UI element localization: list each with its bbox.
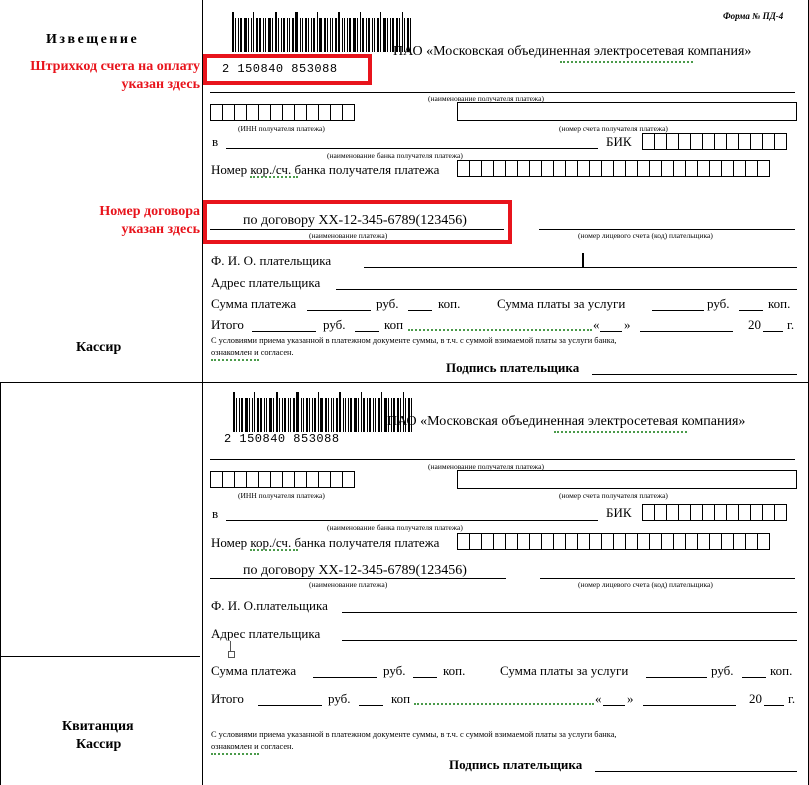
barcode-bar [349, 18, 351, 52]
service-rub-line-2 [646, 677, 707, 678]
barcode-annotation-line2: указан здесь [121, 77, 200, 92]
caption-inn-2: (ИНН получателя платежа) [238, 491, 325, 500]
inn-cells-2 [210, 471, 354, 488]
payer-address-line [336, 289, 797, 290]
total-label: Итого [211, 317, 244, 332]
barcode-bar [320, 398, 323, 432]
month-line [640, 331, 733, 332]
sum-rub-line [307, 310, 371, 311]
barcode-bar [240, 18, 242, 52]
kop-short-label-2: коп [391, 691, 411, 706]
barcode-bar [345, 398, 346, 432]
barcode-bar [235, 18, 236, 52]
bik-cells [642, 133, 786, 150]
quote-close-2: » [627, 691, 634, 706]
barcode-bar [342, 18, 343, 52]
contract-annotation-line2: указан здесь [121, 222, 200, 237]
total-rub-line [252, 331, 316, 332]
barcode-bar [314, 398, 316, 432]
barcode-bar [288, 398, 289, 432]
spell-underline [211, 750, 259, 755]
barcode-bar [332, 18, 333, 52]
sum-rub-line-2 [313, 677, 377, 678]
bank-in-label: в [212, 134, 219, 149]
day-line [600, 331, 622, 332]
barcode-bar [327, 18, 328, 52]
payer-address-label: Адрес плательщика [211, 275, 321, 290]
barcode-bar [245, 398, 248, 432]
coupon-separator [0, 382, 809, 383]
quote-open: « [593, 317, 600, 332]
rub-label: руб. [376, 296, 399, 311]
anchor-marker [230, 641, 232, 651]
barcode-bar [308, 18, 309, 52]
barcode-bar [302, 18, 303, 52]
barcode-bar [305, 18, 307, 52]
barcode-bar [311, 18, 312, 52]
caption-account: (номер счета получателя платежа) [559, 124, 668, 133]
payment-purpose-2: по договору ХХ-12-345-6789(123456) [243, 563, 467, 578]
barcode-bar [336, 398, 338, 432]
sum-service-label-2: Сумма платы за услуги [500, 663, 629, 678]
quote-close: » [624, 317, 631, 332]
barcode-bar [249, 398, 250, 432]
barcode-bar [254, 392, 255, 432]
signature-label: Подпись плательщика [446, 360, 580, 375]
month-line-2 [643, 705, 736, 706]
spell-underline [408, 326, 592, 331]
barcode-bar [353, 18, 356, 52]
spell-underline [250, 546, 298, 551]
payer-address-label-2: Адрес плательщика [211, 626, 321, 641]
bank-line-2 [226, 520, 598, 521]
quote-open-2: « [595, 691, 602, 706]
service-kop-line [739, 310, 763, 311]
barcode-bar [273, 398, 274, 432]
barcode-bar [368, 18, 370, 52]
personal-account-line-2 [540, 578, 795, 579]
barcode-bar [362, 18, 364, 52]
terms-line-2-b: ознакомлен и согласен. [211, 742, 294, 751]
barcode-bar [325, 398, 327, 432]
barcode-bar [347, 18, 348, 52]
barcode-bar [253, 12, 254, 52]
barcode-bar [239, 398, 240, 432]
barcode-bar [374, 18, 375, 52]
barcode-bar [372, 18, 373, 52]
text-cursor [582, 253, 584, 267]
barcode-bar [283, 18, 285, 52]
service-rub-line [652, 310, 704, 311]
barcode-bar [381, 392, 382, 432]
total-kop-line-2 [359, 705, 383, 706]
barcode-bar [260, 398, 262, 432]
barcode-bar [232, 12, 234, 52]
rub-label-4: руб. [383, 663, 406, 678]
barcode-bar [265, 18, 266, 52]
spell-underline [560, 58, 693, 63]
column-divider-bottom [202, 382, 203, 785]
contract-annotation-line1: Номер договора [99, 204, 200, 219]
sum-kop-line-2 [413, 677, 437, 678]
barcode-bar [252, 398, 253, 432]
payer-address-line-2 [342, 640, 797, 641]
corr-account-label-2: Номер кор./сч. банка получателя платежа [211, 535, 440, 550]
contract-highlight-box [203, 200, 512, 244]
caption-bank: (наименование банка получателя платежа) [327, 151, 463, 160]
barcode-highlight-box [203, 54, 372, 85]
corr-account-label: Номер кор./сч. банка получателя платежа [211, 162, 440, 177]
contract-annotation [4, 203, 200, 239]
inn-cells [210, 104, 354, 121]
year-line-2 [764, 705, 784, 706]
sum-kop-line [408, 310, 432, 311]
barcode-bar [319, 18, 322, 52]
barcode-bar [263, 18, 264, 52]
barcode-bar [309, 398, 310, 432]
form-label: Форма № ПД-4 [723, 11, 784, 21]
barcode-bar [378, 398, 380, 432]
bik-label-2: БИК [606, 505, 632, 520]
caption-account-2: (номер счета получателя платежа) [559, 491, 668, 500]
barcode-bar [383, 18, 386, 52]
rub-label-6: руб. [328, 691, 351, 706]
recipient-name-2: ПАО «Московская объединенная электросетевая компания» [387, 414, 746, 429]
barcode-bar [387, 18, 388, 52]
recipient-line [210, 92, 795, 93]
barcode-bar [293, 398, 295, 432]
barcode-bar [276, 392, 278, 432]
barcode-bar [350, 398, 352, 432]
cashier-label: Кассир [76, 340, 122, 355]
barcode-bar [358, 398, 359, 432]
barcode-annotation-line1: Штрихкод счета на оплату [30, 59, 200, 74]
terms-line-1-b: С условиями приема указанной в платежном документе суммы, в т.ч. с суммой взимаемой платы за услуги банка, [211, 730, 617, 739]
barcode-bar [244, 18, 247, 52]
barcode-bar [289, 18, 290, 52]
kop-label-5: коп. [770, 663, 793, 678]
kop-label-4: коп. [443, 663, 466, 678]
lower-separator [0, 656, 200, 657]
barcode-bar [369, 398, 371, 432]
year-prefix-2: 20 [749, 691, 762, 706]
barcode-bar [338, 12, 340, 52]
barcode-bar [339, 392, 341, 432]
signature-line [592, 374, 797, 375]
rub-label-2: руб. [707, 296, 730, 311]
barcode-bar [269, 398, 272, 432]
barcode-bar [248, 18, 249, 52]
year-suffix: г. [787, 317, 795, 332]
bank-in-label-2: в [212, 506, 219, 521]
bik-label: БИК [606, 134, 632, 149]
cashier-label-2: Кассир [76, 737, 122, 752]
account-field-2 [457, 470, 797, 489]
barcode-bar [330, 18, 331, 52]
sum-payment-label-2: Сумма платежа [211, 663, 297, 678]
barcode-bar [296, 392, 299, 432]
year-line [763, 331, 783, 332]
year-suffix-2: г. [788, 691, 796, 706]
year-prefix: 20 [748, 317, 761, 332]
barcode-bar [236, 398, 237, 432]
barcode-bar [251, 18, 252, 52]
corr-account-cells-2 [457, 533, 769, 550]
anchor-marker-box [228, 651, 235, 658]
barcode-bar [292, 18, 294, 52]
barcode-bar [390, 18, 391, 52]
total-kop-line [355, 331, 379, 332]
caption-bank-2: (наименование банка получателя платежа) [327, 523, 463, 532]
barcode-bar [367, 398, 368, 432]
barcode-bar [268, 18, 271, 52]
barcode-bar [317, 12, 318, 52]
barcode-bar [259, 18, 261, 52]
personal-account-line [539, 229, 795, 230]
spell-underline [554, 428, 687, 433]
caption-personal-account: (номер лицевого счета (код) плательщика) [578, 231, 713, 240]
barcode-bar [238, 18, 239, 52]
barcode-bar [264, 398, 265, 432]
day-line-2 [603, 705, 625, 706]
left-edge [0, 382, 1, 785]
barcode-annotation [4, 58, 200, 94]
payer-name-line [364, 267, 797, 268]
barcode-bar [313, 18, 315, 52]
signature-line-2 [595, 771, 797, 772]
barcode-bar [295, 12, 298, 52]
barcode-bar [272, 18, 273, 52]
signature-label-2: Подпись плательщика [449, 757, 583, 772]
caption-recipient-2: (наименование получателя платежа) [428, 462, 544, 471]
recipient-name: ПАО «Московская объединенная электросетевая компания» [393, 44, 752, 59]
barcode-image [232, 18, 413, 52]
barcode-bar [241, 398, 243, 432]
barcode-bar [360, 12, 361, 52]
barcode-bar [375, 398, 376, 432]
barcode-bar [290, 398, 291, 432]
payer-name-label: Ф. И. О. плательщика [211, 253, 332, 268]
barcode-bar [287, 18, 288, 52]
caption-payment-name: (наименование платежа) [309, 231, 388, 240]
barcode-bar [279, 398, 280, 432]
barcode-bar [380, 12, 381, 52]
service-kop-line-2 [742, 677, 766, 678]
barcode-bar [361, 392, 362, 432]
rub-label-5: руб. [711, 663, 734, 678]
sum-service-label: Сумма платы за услуги [497, 296, 626, 311]
caption-payment-name-2: (наименование платежа) [309, 580, 388, 589]
barcode-bar [377, 18, 379, 52]
total-label-2: Итого [211, 691, 244, 706]
account-field [457, 102, 797, 121]
kop-label: коп. [438, 296, 461, 311]
barcode-bar [366, 18, 367, 52]
total-rub-line-2 [258, 705, 322, 706]
barcode-bar [266, 398, 267, 432]
caption-recipient: (наименование получателя платежа) [428, 94, 544, 103]
recipient-line-2 [210, 459, 795, 460]
barcode-bar [318, 392, 319, 432]
barcode-bar [357, 18, 358, 52]
sum-payment-label: Сумма платежа [211, 296, 297, 311]
barcode-bar [343, 398, 344, 432]
bank-line [226, 148, 598, 149]
barcode-bar [278, 18, 279, 52]
barcode-bar [344, 18, 345, 52]
barcode-number-2: 2 150840 853088 [224, 432, 340, 446]
barcode-number: 2 150840 853088 [222, 62, 338, 76]
barcode-bar [303, 398, 304, 432]
barcode-bar [257, 398, 259, 432]
corr-account-cells [457, 160, 769, 177]
barcode-bar [301, 398, 302, 432]
barcode-bar [333, 398, 334, 432]
receipt-heading: Квитанция [62, 719, 134, 734]
barcode-bar [256, 18, 258, 52]
barcode-bar [282, 398, 283, 432]
caption-personal-account-2: (номер лицевого счета (код) плательщика) [578, 580, 713, 589]
barcode-bar [306, 398, 308, 432]
barcode-bar [354, 398, 357, 432]
terms-line-2: ознакомлен и согласен. [211, 348, 294, 357]
barcode-bar [284, 398, 286, 432]
notice-heading: Извещение [46, 32, 140, 47]
barcode-bar [335, 18, 337, 52]
terms-line-1: С условиями приема указанной в платежном документе суммы, в т.ч. с суммой взимаемой платы за услуги банка, [211, 336, 617, 345]
barcode-bar [363, 398, 365, 432]
spell-underline [250, 173, 298, 178]
barcode-bar [331, 398, 332, 432]
barcode-bar [328, 398, 329, 432]
bik-cells-2 [642, 504, 786, 521]
payer-name-line-2 [342, 612, 797, 613]
barcode-bar [233, 392, 235, 432]
barcode-bar [281, 18, 282, 52]
rub-label-3: руб. [323, 317, 346, 332]
spell-underline [211, 356, 259, 361]
payment-purpose: по договору ХХ-12-345-6789(123456) [243, 213, 467, 228]
barcode-bar [312, 398, 313, 432]
caption-inn: (ИНН получателя платежа) [238, 124, 325, 133]
spell-underline [414, 700, 594, 705]
barcode-bar [275, 12, 277, 52]
kop-label-2: коп. [768, 296, 791, 311]
barcode-bar [324, 18, 326, 52]
barcode-bar [300, 18, 301, 52]
payer-name-label-2: Ф. И. О.плательщика [211, 598, 328, 613]
barcode-bar [373, 398, 374, 432]
barcode-bar [348, 398, 349, 432]
purpose-line-2 [210, 578, 506, 579]
kop-short-label: коп [384, 317, 404, 332]
